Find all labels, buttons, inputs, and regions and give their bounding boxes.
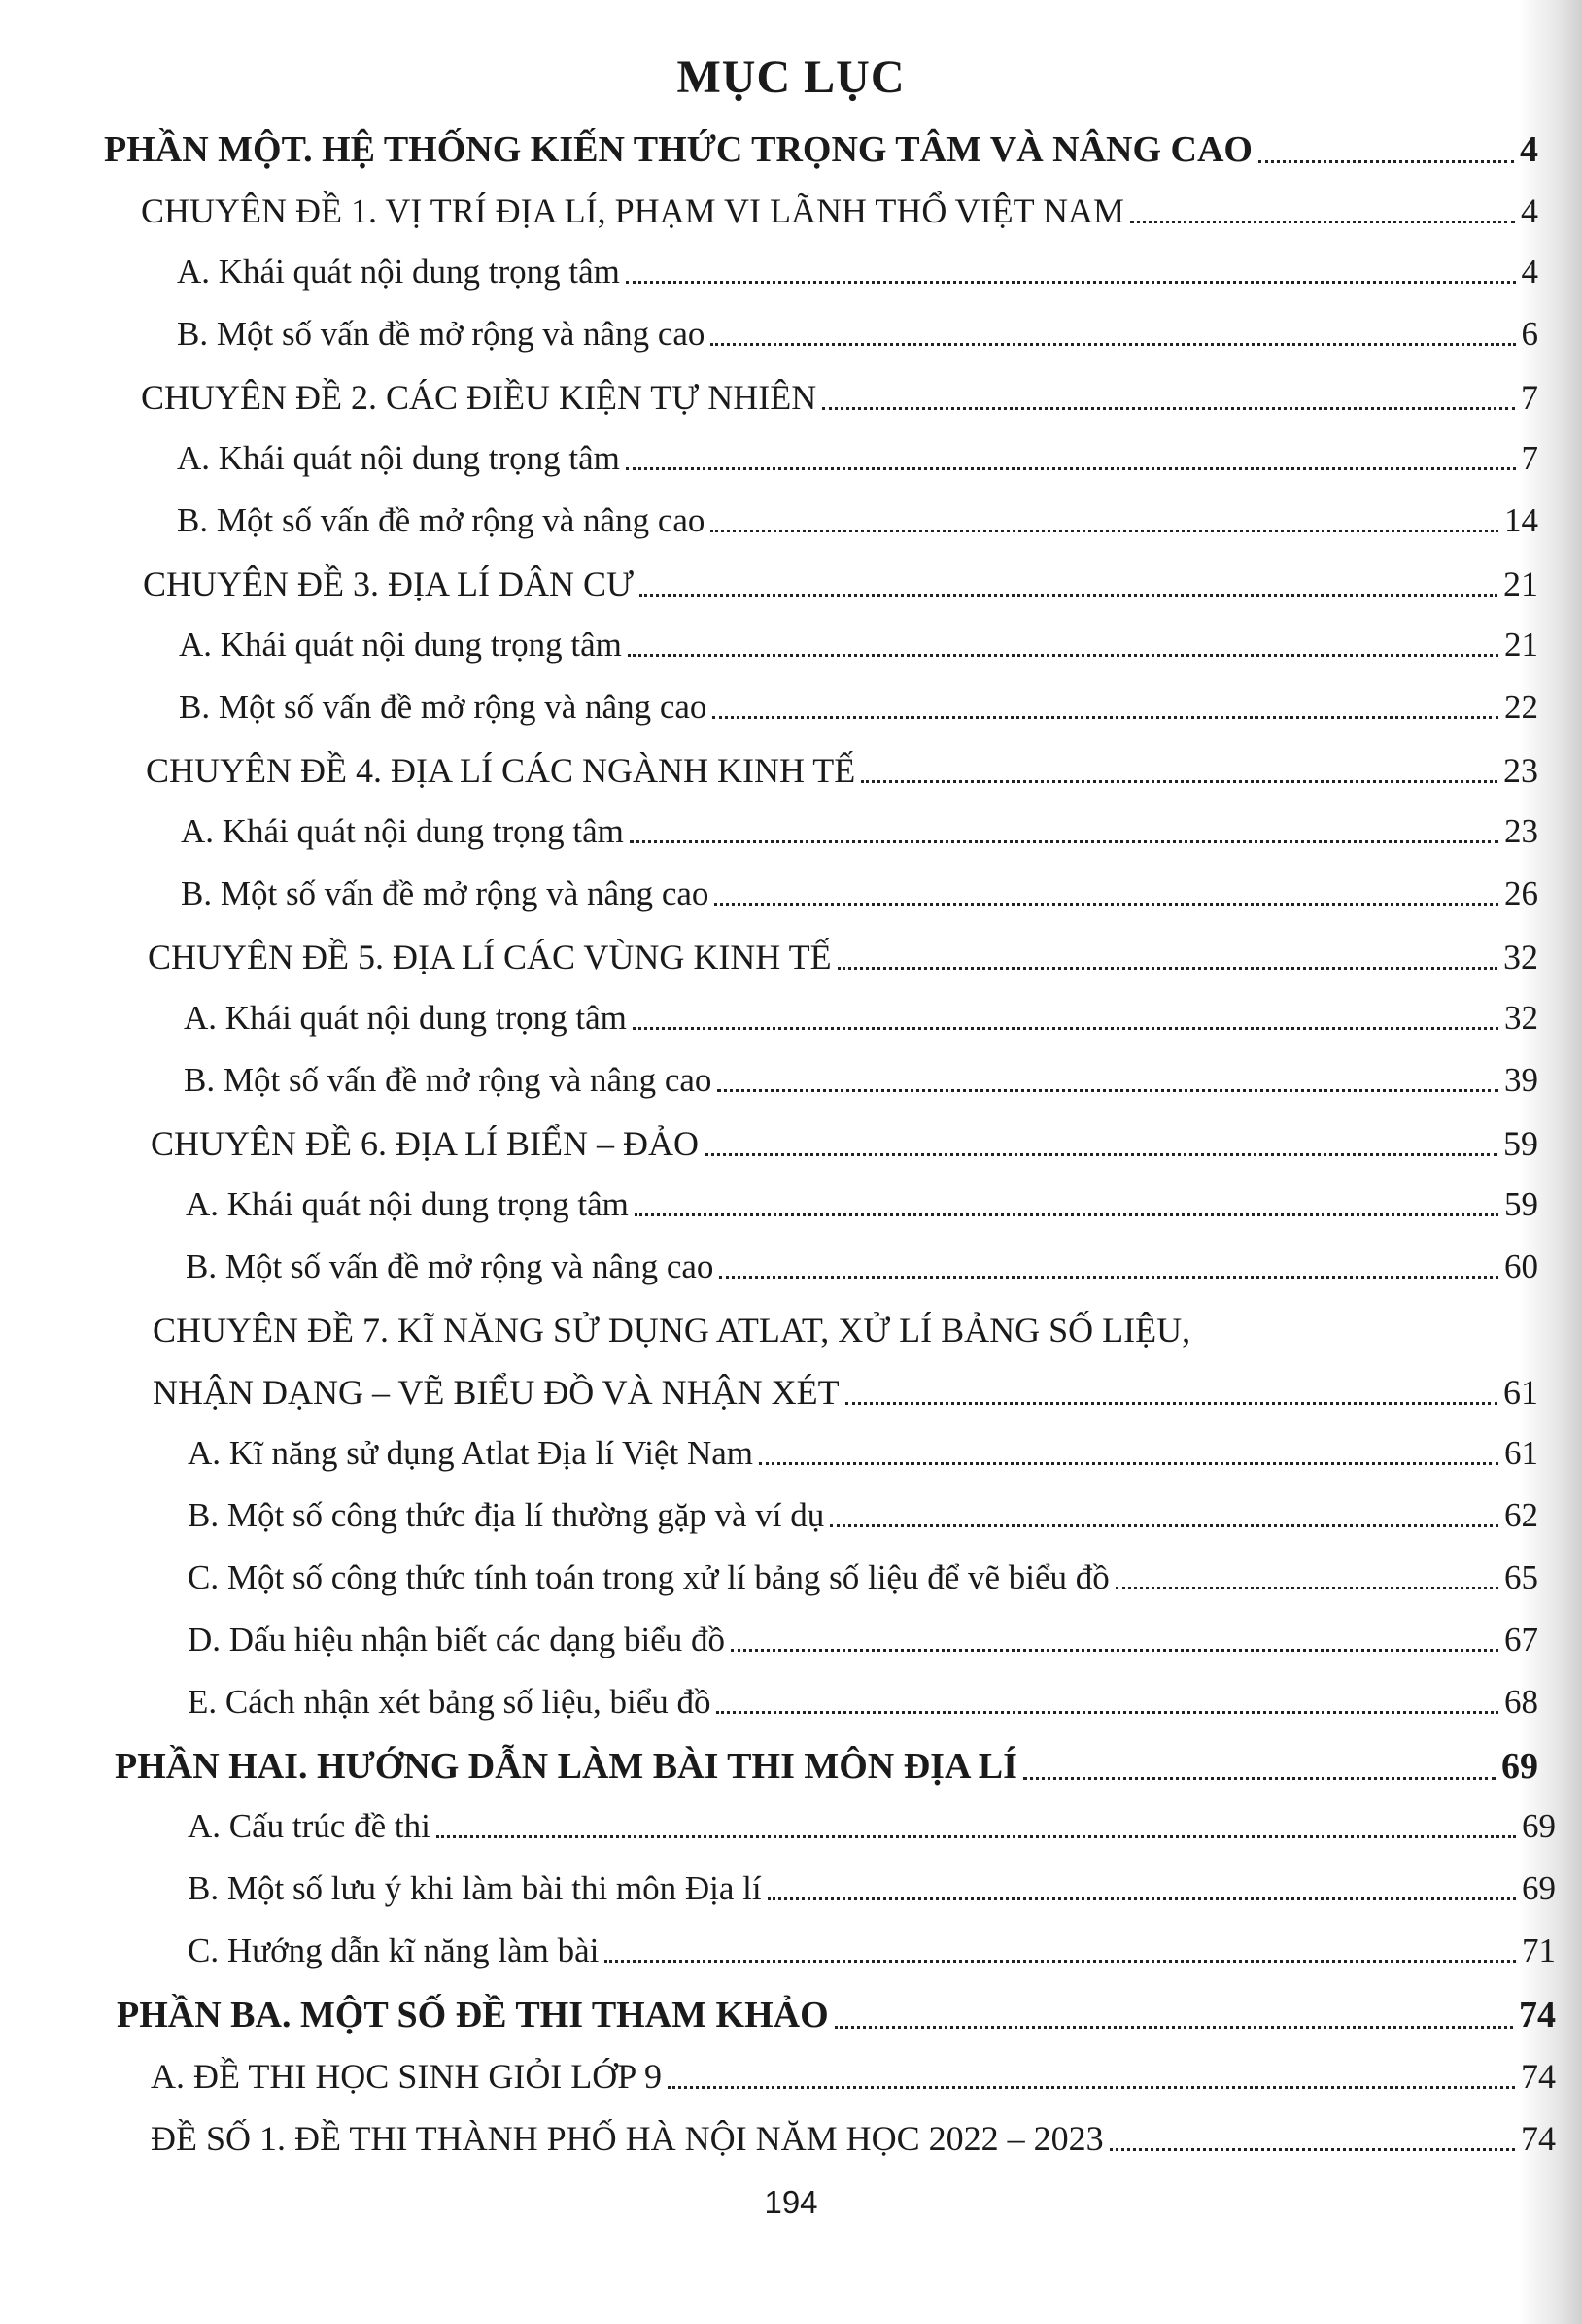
toc-entry-chapter4-a xyxy=(181,812,1538,851)
dot-leader xyxy=(731,1649,1498,1652)
dot-leader xyxy=(626,281,1516,284)
toc-entry-part3 xyxy=(117,1994,1556,2036)
toc-page-number: 68 xyxy=(1504,1683,1538,1721)
toc-entry-chapter6 xyxy=(151,1123,1538,1164)
dot-leader xyxy=(710,530,1498,532)
toc-entry-chapter7 xyxy=(153,1372,1538,1413)
toc-label: B. Một số vấn đề mở rộng và nâng cao xyxy=(181,874,709,912)
toc-label: A. Khái quát nội dung trọng tâm xyxy=(181,812,624,850)
dot-leader xyxy=(861,780,1497,783)
toc-entry-part2 xyxy=(115,1745,1538,1788)
toc-label: C. Hướng dẫn kĩ năng làm bài xyxy=(188,1931,600,1969)
toc-entry-part1 xyxy=(104,128,1538,171)
toc-entry-chapter4-b xyxy=(181,874,1538,913)
dot-leader xyxy=(759,1462,1498,1465)
toc-page-number: 60 xyxy=(1504,1247,1538,1285)
toc-label: B. Một số vấn đề mở rộng và nâng cao xyxy=(177,501,705,539)
toc-page-number: 74 xyxy=(1521,2119,1556,2158)
toc-page-number: 23 xyxy=(1504,812,1538,850)
dot-leader xyxy=(630,840,1498,843)
toc-label: A. Kĩ năng sử dụng Atlat Địa lí Việt Nam xyxy=(188,1434,753,1472)
toc-page-number: 7 xyxy=(1521,378,1538,417)
toc-entry-chapter2-b xyxy=(177,501,1538,540)
toc-entry-part2-a xyxy=(188,1807,1556,1846)
toc-page-number: 26 xyxy=(1504,874,1538,912)
dot-leader xyxy=(714,903,1498,906)
toc-entry-chapter7-c xyxy=(188,1558,1538,1597)
toc-label: B. Một số vấn đề mở rộng và nâng cao xyxy=(177,315,705,353)
toc-entry-chapter7-a xyxy=(188,1434,1538,1473)
toc-entry-part2-b xyxy=(188,1869,1556,1908)
toc-label: E. Cách nhận xét bảng số liệu, biểu đồ xyxy=(188,1683,711,1721)
dot-leader xyxy=(845,1402,1497,1405)
toc-label: CHUYÊN ĐỀ 3. ĐỊA LÍ DÂN CƯ xyxy=(143,564,634,603)
toc-page-number: 65 xyxy=(1504,1558,1538,1596)
toc-entry-chapter7-d xyxy=(188,1621,1538,1659)
toc-label: CHUYÊN ĐỀ 5. ĐỊA LÍ CÁC VÙNG KINH TẾ xyxy=(148,938,832,976)
toc-label: A. Khái quát nội dung trọng tâm xyxy=(179,626,622,664)
toc-entry-chapter6-b xyxy=(186,1247,1538,1286)
toc-label: CHUYÊN ĐỀ 4. ĐỊA LÍ CÁC NGÀNH KINH TẾ xyxy=(146,751,856,790)
toc-page-number: 74 xyxy=(1521,2057,1556,2096)
toc-page-number: 22 xyxy=(1504,688,1538,726)
dot-leader xyxy=(639,594,1497,597)
dot-leader xyxy=(835,2026,1513,2029)
toc-entry-chapter6-a xyxy=(186,1185,1538,1224)
dot-leader xyxy=(633,1027,1498,1030)
toc-page-number: 7 xyxy=(1521,439,1538,477)
toc-label: A. Cấu trúc đề thi xyxy=(188,1807,430,1845)
toc-entry-part3-a-1 xyxy=(151,2118,1556,2159)
dot-leader xyxy=(838,967,1497,970)
toc-page-number: 4 xyxy=(1521,191,1538,230)
dot-leader xyxy=(830,1524,1498,1527)
dot-leader xyxy=(668,2086,1515,2089)
toc-page-number: 59 xyxy=(1504,1185,1538,1223)
toc-entry-chapter2-a xyxy=(177,439,1538,478)
toc-page-number: 69 xyxy=(1522,1807,1556,1845)
dot-leader xyxy=(716,1711,1498,1714)
toc-label: A. ĐỀ THI HỌC SINH GIỎI LỚP 9 xyxy=(151,2057,662,2096)
toc-page-number: 67 xyxy=(1504,1621,1538,1658)
toc-entry-chapter5-b xyxy=(184,1061,1538,1100)
toc-label: D. Dấu hiệu nhận biết các dạng biểu đồ xyxy=(188,1621,726,1658)
toc-page-number: 61 xyxy=(1503,1373,1538,1412)
toc-entry-chapter3-a xyxy=(179,626,1538,665)
dot-leader xyxy=(604,1960,1516,1963)
toc-label: A. Khái quát nội dung trọng tâm xyxy=(186,1185,629,1223)
toc-label: PHẦN MỘT. HỆ THỐNG KIẾN THỨC TRỌNG TÂM VÀ NÂNG CAO xyxy=(104,129,1253,170)
toc-entry-chapter1-a xyxy=(177,253,1538,291)
toc-entry-part2-c xyxy=(188,1931,1556,1970)
dot-leader xyxy=(1110,2148,1515,2151)
toc-entry-chapter3-b xyxy=(179,688,1538,727)
dot-leader xyxy=(1258,160,1514,163)
toc-page-number: 59 xyxy=(1503,1124,1538,1163)
toc-entry-chapter7-b xyxy=(188,1496,1538,1535)
toc-page-number: 32 xyxy=(1503,938,1538,976)
toc-page-number: 21 xyxy=(1503,564,1538,603)
toc-page-number: 14 xyxy=(1504,501,1538,539)
toc-label: CHUYÊN ĐỀ 1. VỊ TRÍ ĐỊA LÍ, PHẠM VI LÃNH THỔ VIỆT NAM xyxy=(141,191,1124,230)
page-number-footer: 194 xyxy=(764,2184,818,2220)
dot-leader xyxy=(1116,1587,1498,1589)
toc-entry-chapter5-a xyxy=(184,999,1538,1038)
toc-label: B. Một số công thức địa lí thường gặp và ví dụ xyxy=(188,1496,825,1534)
toc-label: A. Khái quát nội dung trọng tâm xyxy=(184,999,627,1037)
toc-entry-chapter2 xyxy=(141,377,1538,418)
dot-leader xyxy=(822,407,1515,410)
toc-label: B. Một số vấn đề mở rộng và nâng cao xyxy=(186,1247,714,1285)
toc-page-number: 6 xyxy=(1521,315,1538,353)
toc-page-number: 61 xyxy=(1504,1434,1538,1472)
dot-leader xyxy=(719,1276,1498,1279)
toc-page-number: 69 xyxy=(1501,1746,1538,1787)
toc-page-number: 21 xyxy=(1504,626,1538,664)
toc-page-number: 4 xyxy=(1520,129,1538,170)
toc-page-number: 39 xyxy=(1504,1061,1538,1099)
toc-entry-chapter1 xyxy=(141,190,1538,231)
dot-leader xyxy=(436,1835,1516,1838)
toc-label: B. Một số lưu ý khi làm bài thi môn Địa lí xyxy=(188,1869,762,1907)
toc-label: C. Một số công thức tính toán trong xử lí bảng số liệu để vẽ biểu đồ xyxy=(188,1558,1110,1596)
page-title: MỤC LỤC xyxy=(676,51,906,103)
dot-leader xyxy=(717,1089,1498,1092)
toc-page-number: 71 xyxy=(1522,1931,1556,1969)
toc-label: NHẬN DẠNG – VẼ BIỂU ĐỒ VÀ NHẬN XÉT xyxy=(153,1373,840,1412)
toc-page-number: 4 xyxy=(1521,253,1538,290)
toc-entry-chapter3 xyxy=(143,564,1538,604)
toc-page-number: 23 xyxy=(1503,751,1538,790)
toc-label: A. Khái quát nội dung trọng tâm xyxy=(177,439,620,477)
dot-leader xyxy=(628,654,1498,657)
dot-leader xyxy=(768,1897,1516,1900)
toc-page-number: 74 xyxy=(1519,1995,1556,2035)
dot-leader xyxy=(705,1153,1497,1156)
toc-entry-chapter4 xyxy=(146,750,1538,791)
toc-label: A. Khái quát nội dung trọng tâm xyxy=(177,253,620,290)
toc-label: B. Một số vấn đề mở rộng và nâng cao xyxy=(184,1061,712,1099)
toc-label: CHUYÊN ĐỀ 2. CÁC ĐIỀU KIỆN TỰ NHIÊN xyxy=(141,378,817,417)
toc-page-number: 69 xyxy=(1522,1869,1556,1907)
toc-chapter7-title-line1: CHUYÊN ĐỀ 7. KĨ NĂNG SỬ DỤNG ATLAT, XỬ LÍ BẢNG SỐ LIỆU, xyxy=(153,1311,1191,1350)
toc-label: ĐỀ SỐ 1. ĐỀ THI THÀNH PHỐ HÀ NỘI NĂM HỌC 2022 – 2023 xyxy=(151,2119,1104,2158)
toc-label: CHUYÊN ĐỀ 6. ĐỊA LÍ BIỂN – ĐẢO xyxy=(151,1124,699,1163)
dot-leader xyxy=(635,1213,1498,1216)
dot-leader xyxy=(712,716,1498,719)
dot-leader xyxy=(626,467,1516,470)
toc-entry-chapter1-b xyxy=(177,315,1538,354)
toc-page-number: 32 xyxy=(1504,999,1538,1037)
toc-label: B. Một số vấn đề mở rộng và nâng cao xyxy=(179,688,707,726)
toc-page-number: 62 xyxy=(1504,1496,1538,1534)
dot-leader xyxy=(1023,1777,1496,1780)
dot-leader xyxy=(1130,221,1515,223)
toc-entry-chapter7-e xyxy=(188,1683,1538,1722)
toc-label: PHẦN BA. MỘT SỐ ĐỀ THI THAM KHẢO xyxy=(117,1995,829,2035)
toc-entry-part3-a xyxy=(151,2056,1556,2097)
dot-leader xyxy=(710,343,1515,346)
toc-label: PHẦN HAI. HƯỚNG DẪN LÀM BÀI THI MÔN ĐỊA LÍ xyxy=(115,1746,1017,1787)
toc-entry-chapter5 xyxy=(148,937,1538,977)
